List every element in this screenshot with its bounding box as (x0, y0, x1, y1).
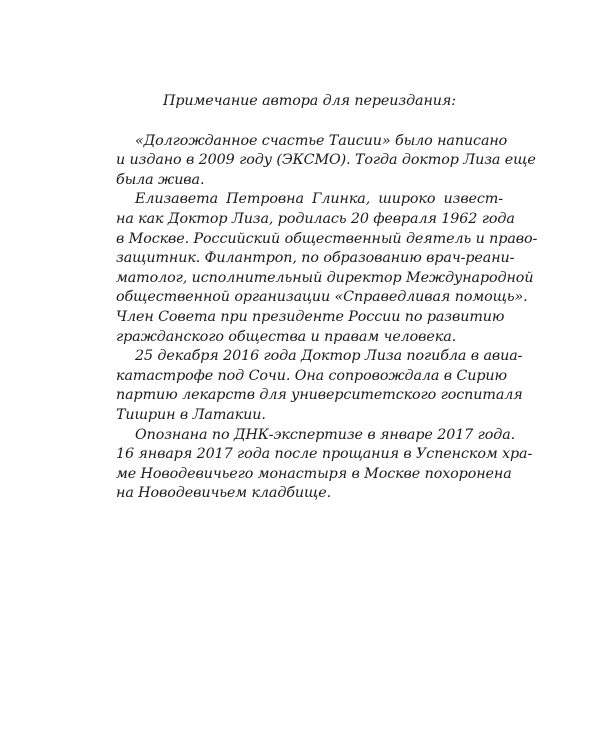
text-line: Опознана по ДНК-экспертизе в январе 2017 года. (135, 426, 516, 443)
text-line: и издано в 2009 году (ЭКСМО). Тогда доктор Лиза еще (116, 152, 536, 169)
text-line: Член Совета при президенте России по развитию (116, 308, 505, 325)
text-line: Тишрин в Латакии. (116, 406, 266, 423)
text-line: на как Доктор Лиза, родилась 20 февраля 1962 года (116, 210, 515, 227)
text-line: в Москве. Российский общественный деятель и право- (116, 230, 538, 247)
text-line: 16 января 2017 года после прощания в Успенском хра- (116, 446, 533, 463)
text-line: катастрофе под Сочи. Она сопровождала в Сирию (116, 367, 508, 384)
paragraph-4 (116, 426, 533, 504)
text-line: на Новодевичьем кладбище. (116, 485, 332, 502)
text-line: ме Новодевичьего монастыря в Москве похоронена (116, 465, 512, 482)
text-line: защитник. Филантроп, по образованию врач-реани- (116, 250, 515, 267)
text-line: матолог, исполнительный директор Международной (116, 269, 534, 286)
text-line: гражданского общества и правам человека. (116, 328, 457, 345)
text-line: Елизавета Петровна Глинка, широко извест- (135, 191, 503, 208)
author-note (116, 92, 538, 504)
note-heading: Примечание автора для переиздания: (163, 93, 456, 109)
text-line: общественной организации «Справедливая помощь». (116, 289, 528, 306)
text-line: «Долгожданное счастье Таисии» было написано (135, 132, 508, 149)
text-line: 25 декабря 2016 года Доктор Лиза погибла в авиа- (135, 348, 523, 365)
paragraph-2 (116, 190, 538, 347)
paragraph-3 (116, 347, 523, 425)
text-line: была жива. (116, 171, 205, 188)
paragraph-1 (116, 132, 536, 191)
text-line: партию лекарств для университетского госпиталя (116, 387, 523, 404)
